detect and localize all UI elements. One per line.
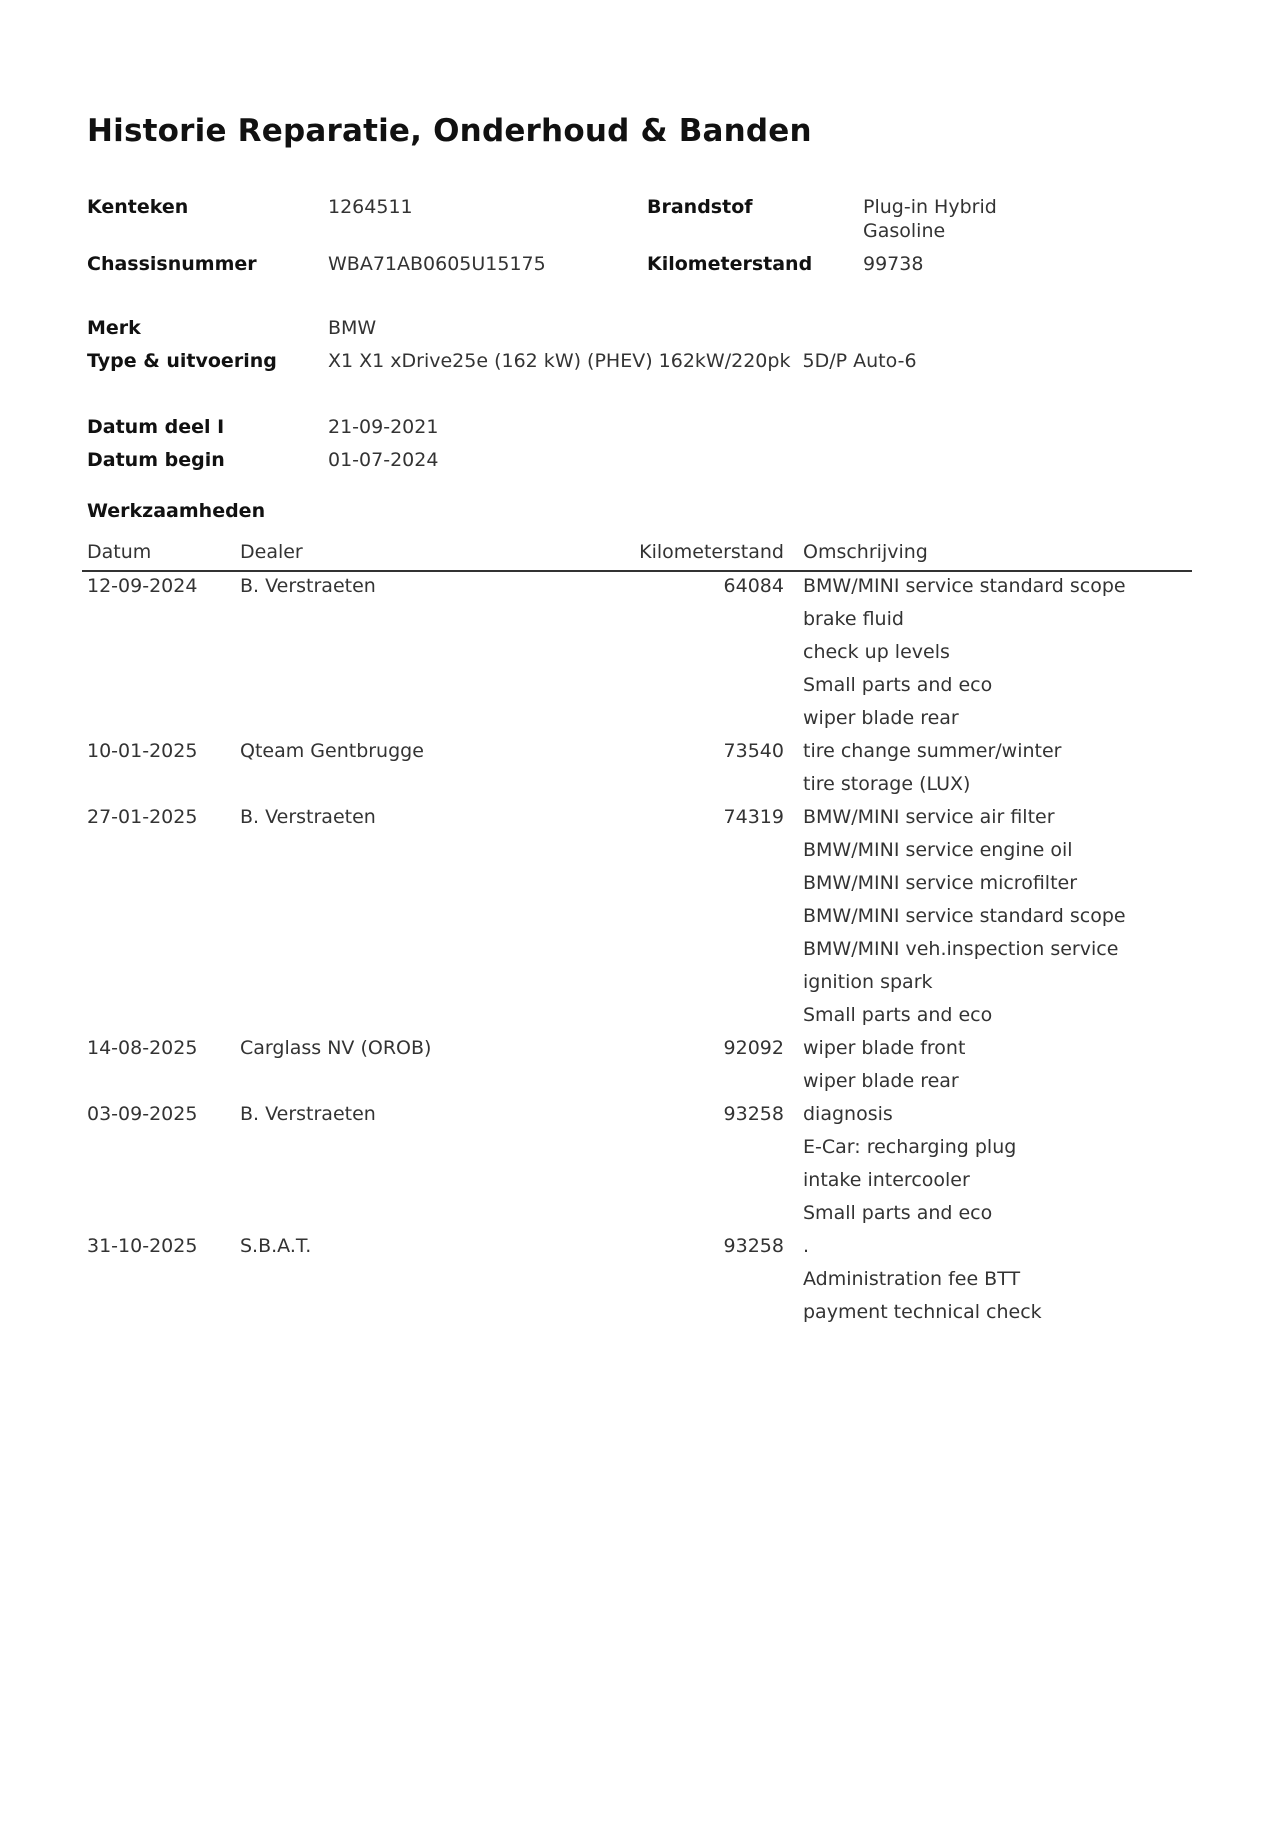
row-description-line: Small parts and eco xyxy=(803,1004,993,1026)
table-row xyxy=(0,801,1280,1032)
row-description-line: wiper blade rear xyxy=(803,1070,959,1092)
row-date: 03-09-2025 xyxy=(87,1103,198,1125)
brandstof-value-line2: Gasoline xyxy=(863,220,946,242)
row-descriptions xyxy=(803,570,1280,735)
row-dealer: B. Verstraeten xyxy=(240,1103,376,1125)
row-description-line: . xyxy=(803,1235,810,1257)
datum-deel-value: 21-09-2021 xyxy=(328,416,439,438)
datum-deel-label: Datum deel I xyxy=(87,416,225,438)
table-row xyxy=(0,1230,1280,1329)
row-dealer: B. Verstraeten xyxy=(240,575,376,597)
row-description-line: BMW/MINI veh.inspection service xyxy=(803,938,1119,960)
row-kilometerstand: 64084 xyxy=(723,575,784,597)
brandstof-label: Brandstof xyxy=(647,196,753,218)
row-description-line: intake intercooler xyxy=(803,1169,970,1191)
row-description-line: Small parts and eco xyxy=(803,1202,993,1224)
row-description-line: check up levels xyxy=(803,641,950,663)
table-row xyxy=(0,1032,1280,1098)
table-row xyxy=(0,735,1280,801)
brandstof-value-line1: Plug-in Hybrid xyxy=(863,196,997,218)
row-kilometerstand: 73540 xyxy=(723,740,784,762)
row-description-line: payment technical check xyxy=(803,1301,1042,1323)
datum-begin-label: Datum begin xyxy=(87,449,225,471)
row-kilometerstand: 93258 xyxy=(723,1103,784,1125)
row-description-line: BMW/MINI service standard scope xyxy=(803,905,1126,927)
kilometerstand-value: 99738 xyxy=(863,253,924,275)
row-date: 31-10-2025 xyxy=(87,1235,198,1257)
chassisnummer-value: WBA71AB0605U15175 xyxy=(328,253,546,275)
merk-label: Merk xyxy=(87,317,141,339)
row-date: 14-08-2025 xyxy=(87,1037,198,1059)
row-descriptions xyxy=(803,801,1280,1032)
table-row xyxy=(0,1098,1280,1230)
header-dealer: Dealer xyxy=(240,541,303,563)
chassisnummer-label: Chassisnummer xyxy=(87,253,257,275)
merk-value: BMW xyxy=(328,317,377,339)
row-descriptions xyxy=(803,1098,1280,1230)
row-date: 10-01-2025 xyxy=(87,740,198,762)
row-description-line: BMW/MINI service microfilter xyxy=(803,872,1078,894)
type-label: Type & uitvoering xyxy=(87,350,277,372)
row-description-line: Small parts and eco xyxy=(803,674,993,696)
row-description-line: BMW/MINI service air filter xyxy=(803,806,1055,828)
type-value: X1 X1 xDrive25e (162 kW) (PHEV) 162kW/220pk 5D/P Auto-6 xyxy=(328,350,917,372)
row-descriptions xyxy=(803,1032,1280,1098)
row-descriptions xyxy=(803,1230,1280,1329)
row-dealer: S.B.A.T. xyxy=(240,1235,312,1257)
row-description-line: Administration fee BTT xyxy=(803,1268,1021,1290)
table-header xyxy=(82,538,1192,572)
row-date: 12-09-2024 xyxy=(87,575,198,597)
row-dealer: B. Verstraeten xyxy=(240,806,376,828)
row-description-line: tire storage (LUX) xyxy=(803,773,971,795)
work-table-body xyxy=(0,570,1280,1329)
row-dealer: Qteam Gentbrugge xyxy=(240,740,424,762)
row-description-line: tire change summer/winter xyxy=(803,740,1062,762)
row-description-line: wiper blade rear xyxy=(803,707,959,729)
row-description-line: BMW/MINI service standard scope xyxy=(803,575,1126,597)
row-description-line: diagnosis xyxy=(803,1103,893,1125)
row-description-line: ignition spark xyxy=(803,971,933,993)
row-description-line: BMW/MINI service engine oil xyxy=(803,839,1073,861)
row-description-line: wiper blade front xyxy=(803,1037,966,1059)
row-description-line: brake fluid xyxy=(803,608,904,630)
datum-begin-value: 01-07-2024 xyxy=(328,449,439,471)
row-dealer: Carglass NV (OROB) xyxy=(240,1037,432,1059)
kenteken-value: 1264511 xyxy=(328,196,413,218)
kilometerstand-label: Kilometerstand xyxy=(647,253,813,275)
header-datum: Datum xyxy=(87,541,152,563)
table-row xyxy=(0,570,1280,735)
werkzaamheden-title: Werkzaamheden xyxy=(87,500,266,522)
row-kilometerstand: 93258 xyxy=(723,1235,784,1257)
kenteken-label: Kenteken xyxy=(87,196,189,218)
row-date: 27-01-2025 xyxy=(87,806,198,828)
row-kilometerstand: 74319 xyxy=(723,806,784,828)
header-kilometerstand: Kilometerstand xyxy=(639,541,784,563)
header-omschrijving: Omschrijving xyxy=(803,541,928,563)
row-kilometerstand: 92092 xyxy=(723,1037,784,1059)
row-description-line: E-Car: recharging plug xyxy=(803,1136,1017,1158)
row-descriptions xyxy=(803,735,1280,801)
page-title: Historie Reparatie, Onderhoud & Banden xyxy=(87,113,812,149)
